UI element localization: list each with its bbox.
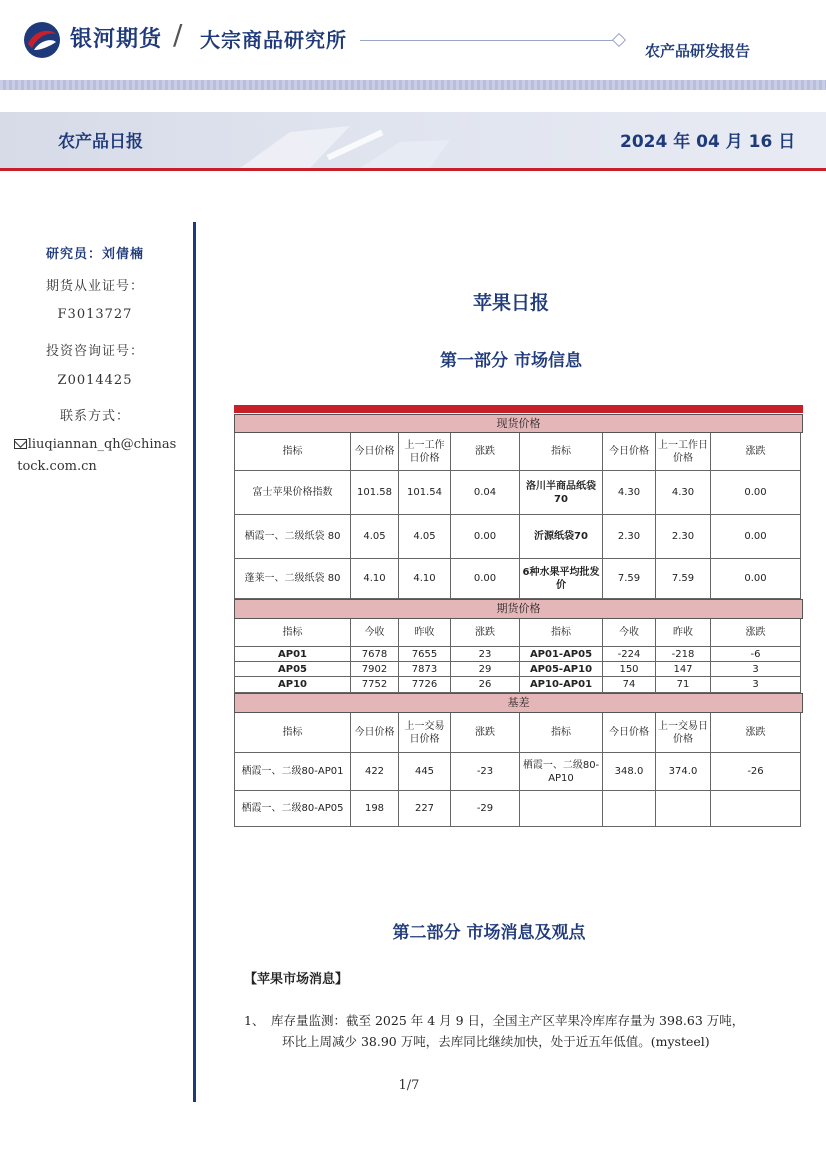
page-number: 1/7	[398, 1078, 420, 1093]
table-header-cell: 涨跌	[451, 713, 520, 753]
table-cell: 348.0	[603, 753, 656, 791]
table-cell: 4.05	[351, 515, 399, 559]
table-header-cell: 今日价格	[351, 433, 399, 471]
table-header-cell: 昨收	[399, 619, 451, 647]
table-header-cell: 上一交易日价格	[656, 713, 711, 753]
spot-header-row	[234, 433, 803, 471]
table-row	[234, 753, 803, 791]
table-cell: 101.54	[399, 471, 451, 515]
table-cell: 7.59	[603, 559, 656, 599]
consult-number: Z0014425	[57, 373, 133, 388]
table-cell: 栖霞一、二级80-AP10	[520, 753, 603, 791]
table-header-cell: 今日价格	[603, 433, 656, 471]
table-cell: -224	[603, 647, 656, 662]
license-number: F3013727	[57, 307, 133, 322]
table-header-cell: 指标	[520, 619, 603, 647]
table-cell: 2.30	[656, 515, 711, 559]
table-header-cell: 涨跌	[711, 619, 801, 647]
table-row	[234, 677, 803, 693]
table-header-cell: 今日价格	[351, 713, 399, 753]
consult-label: 投资咨询证号：	[45, 344, 144, 359]
table-cell: 445	[399, 753, 451, 791]
table-cell: 4.05	[399, 515, 451, 559]
news-heading: 【苹果市场消息】	[244, 972, 349, 987]
email-line-1[interactable]	[0, 437, 190, 452]
brand-name: 银河期货	[70, 27, 163, 52]
table-header-cell: 指标	[234, 713, 351, 753]
table-cell: -218	[656, 647, 711, 662]
document-title: 苹果日报	[472, 292, 549, 314]
table-row	[234, 515, 803, 559]
pencil-decoration-icon	[230, 112, 470, 168]
table-header-cell: 指标	[234, 619, 351, 647]
table-cell: AP10	[234, 677, 351, 693]
table-header-cell: 指标	[234, 433, 351, 471]
report-date: 2024 年 04 月 16 日	[620, 132, 796, 152]
section-heading-2: 第二部分 市场消息及观点	[392, 923, 586, 943]
table-cell: 洛川半商品纸袋70	[520, 471, 603, 515]
table-cell: 7726	[399, 677, 451, 693]
brand-separator: /	[173, 18, 183, 51]
table-cell: 7902	[351, 662, 399, 677]
table-cell: 0.00	[451, 515, 520, 559]
license-label: 期货从业证号：	[45, 279, 144, 294]
spot-section-band: 现货价格	[234, 414, 803, 433]
table-cell: 栖霞一、二级80-AP01	[234, 753, 351, 791]
table-cell: 26	[451, 677, 520, 693]
table-cell: 71	[656, 677, 711, 693]
table-cell: 富士苹果价格指数	[234, 471, 351, 515]
table-cell	[656, 791, 711, 827]
table-cell: -26	[711, 753, 801, 791]
table-cell: 4.10	[399, 559, 451, 599]
table-cell: 沂源纸袋70	[520, 515, 603, 559]
institute-name: 大宗商品研究所	[200, 28, 347, 52]
table-cell: 374.0	[656, 753, 711, 791]
table-cell: 29	[451, 662, 520, 677]
futures-section-band: 期货价格	[234, 599, 803, 619]
basis-section-band: 基差	[234, 693, 803, 713]
report-type: 农产品研发报告	[645, 42, 751, 60]
table-cell: 7.59	[656, 559, 711, 599]
table-cell: 栖霞一、二级80-AP05	[234, 791, 351, 827]
table-header-cell: 指标	[520, 433, 603, 471]
diamond-icon	[612, 33, 626, 47]
table-header-cell: 今收	[603, 619, 656, 647]
header-stripe	[0, 80, 826, 90]
table-cell: AP01-AP05	[520, 647, 603, 662]
table-row	[234, 791, 803, 827]
section-heading-1: 第一部分 市场信息	[440, 351, 582, 371]
table-cell: 7873	[399, 662, 451, 677]
table-cell	[520, 791, 603, 827]
report-title: 农产品日报	[58, 132, 143, 152]
table-cell: 3	[711, 677, 801, 693]
table-cell: 0.00	[451, 559, 520, 599]
table-cell: AP01	[234, 647, 351, 662]
market-data-table	[234, 405, 803, 838]
table-cell: -6	[711, 647, 801, 662]
table-cell: 0.00	[711, 515, 801, 559]
header-rule	[360, 40, 620, 41]
table-cell: AP05-AP10	[520, 662, 603, 677]
table-cell: 422	[351, 753, 399, 791]
table-cell	[603, 791, 656, 827]
table-cell: 150	[603, 662, 656, 677]
table-cell: 栖霞一、二级纸袋 80	[234, 515, 351, 559]
table-cell: 7655	[399, 647, 451, 662]
table-header-cell: 指标	[520, 713, 603, 753]
table-cell: 4.30	[656, 471, 711, 515]
news-item-text	[271, 1010, 781, 1052]
table-header-cell: 涨跌	[451, 433, 520, 471]
table-cell: 23	[451, 647, 520, 662]
table-cell: 4.10	[351, 559, 399, 599]
mail-icon	[14, 439, 27, 449]
table-header-cell: 涨跌	[711, 713, 801, 753]
table-row	[234, 559, 803, 599]
table-cell: AP10-AP01	[520, 677, 603, 693]
table-header-cell: 今日价格	[603, 713, 656, 753]
table-header-cell: 上一交易日价格	[399, 713, 451, 753]
table-cell: -23	[451, 753, 520, 791]
news-item-number: 1、	[244, 1013, 265, 1028]
page-header	[0, 0, 826, 90]
table-cell: AP05	[234, 662, 351, 677]
table-cell: 147	[656, 662, 711, 677]
table-cell: -29	[451, 791, 520, 827]
table-header-cell: 涨跌	[711, 433, 801, 471]
table-cell: 0.04	[451, 471, 520, 515]
table-cell	[711, 791, 801, 827]
researcher-name: 研究员：刘倩楠	[45, 247, 144, 262]
table-cell: 0.00	[711, 471, 801, 515]
table-header-cell: 涨跌	[451, 619, 520, 647]
email-text-1[interactable]: liuqiannan_qh@chinas	[27, 437, 177, 452]
news-item-line-1: 库存量监测：截至 2025 年 4 月 9 日，全国主产区苹果冷库库存量为 398.63 万吨，	[271, 1013, 745, 1028]
table-row	[234, 471, 803, 515]
table-cell: 74	[603, 677, 656, 693]
table-row	[234, 662, 803, 677]
news-item-line-2: 环比上周减少 38.90 万吨，去库同比继续加快，处于近五年低值。(mysteel)	[282, 1034, 710, 1049]
table-cell: 7678	[351, 647, 399, 662]
table-cell: 0.00	[711, 559, 801, 599]
table-cell: 蓬莱一、二级纸袋 80	[234, 559, 351, 599]
table-row	[234, 647, 803, 662]
futures-header-row	[234, 619, 803, 647]
contact-label: 联系方式：	[59, 409, 130, 424]
table-header-cell: 上一工作日价格	[656, 433, 711, 471]
galaxy-logo-icon	[22, 20, 62, 60]
table-grid	[234, 405, 803, 838]
table-cell: 4.30	[603, 471, 656, 515]
table-cell: 3	[711, 662, 801, 677]
email-line-2[interactable]: tock.com.cn	[17, 459, 97, 474]
table-cell: 2.30	[603, 515, 656, 559]
table-header-cell: 昨收	[656, 619, 711, 647]
table-cell: 198	[351, 791, 399, 827]
table-cell: 6种水果平均批发价	[520, 559, 603, 599]
table-header-cell: 今收	[351, 619, 399, 647]
basis-header-row	[234, 713, 803, 753]
banner-red-rule	[0, 168, 826, 171]
table-cell: 227	[399, 791, 451, 827]
table-cell: 7752	[351, 677, 399, 693]
table-header-cell: 上一工作日价格	[399, 433, 451, 471]
table-cell: 101.58	[351, 471, 399, 515]
